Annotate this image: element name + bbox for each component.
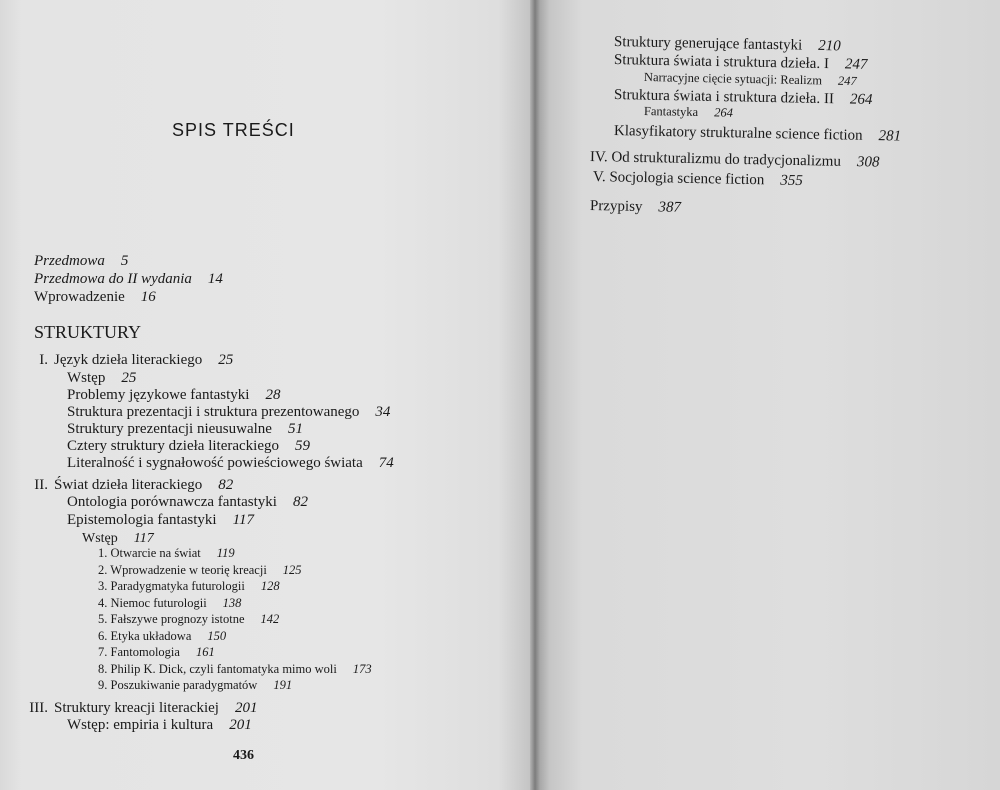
toc-entry: Wprowadzenie 16 <box>34 289 156 305</box>
toc-subentry: 4. Niemoc futurologii 138 <box>98 596 242 610</box>
toc-subentry: 3. Paradygmatyka futurologii 128 <box>98 579 280 593</box>
toc-entry: Przypisy 387 <box>589 198 682 216</box>
section-heading: STRUKTURY <box>34 322 142 342</box>
toc-entry: Struktury prezentacji nieusuwalne 51 <box>67 421 303 437</box>
toc-entry: Struktury generujące fantastyki 210 <box>613 34 841 55</box>
chapter-entry: V. Socjologia science fiction 355 <box>592 169 803 190</box>
toc-subentry: 6. Etyka układowa 150 <box>98 629 227 643</box>
toc-subentry: 8. Philip K. Dick, czyli fantomatyka mimo woli 173 <box>98 662 372 676</box>
toc-entry: Epistemologia fantastyki 117 <box>67 512 254 528</box>
toc-entry: Literalność i sygnałowość powieściowego świata 74 <box>67 455 394 471</box>
toc-subentry: 7. Fantomologia 161 <box>98 645 215 659</box>
right-page <box>536 0 1000 790</box>
toc-entry: Struktura świata i struktura dzieła. I 247 <box>613 52 868 73</box>
toc-entry: Przedmowa do II wydania 14 <box>34 271 223 287</box>
chapter-entry: II. Świat dzieła literackiego 82 <box>34 477 234 493</box>
chapter-entry: I. Język dzieła literackiego 25 <box>39 352 234 368</box>
chapter-entry: III. Struktury kreacji literackiej 201 <box>29 700 258 716</box>
toc-entry: Wstęp 117 <box>82 531 154 546</box>
toc-entry: Struktura prezentacji i struktura prezentowanego 34 <box>67 404 391 420</box>
toc-subentry: 2. Wprowadzenie w teorię kreacji 125 <box>98 563 302 577</box>
toc-subentry: 5. Fałszywe prognozy istotne 142 <box>98 612 280 626</box>
toc-entry: Ontologia porównawcza fantastyki 82 <box>67 494 308 510</box>
toc-entry: Problemy językowe fantastyki 28 <box>67 387 281 403</box>
toc-subentry: Narracyjne cięcie sytuacji: Realizm 247 <box>643 70 857 89</box>
page-number: 436 <box>233 748 254 763</box>
book-gutter <box>530 0 540 790</box>
toc-entry: Wstęp: empiria i kultura 201 <box>67 717 252 733</box>
chapter-entry: IV. Od strukturalizmu do tradycjonalizmu 308 <box>589 149 880 171</box>
toc-entry: Wstęp 25 <box>67 370 137 386</box>
toc-entry: Przedmowa 5 <box>34 253 129 269</box>
toc-entry: Cztery struktury dzieła literackiego 59 <box>67 438 310 454</box>
toc-subentry: 9. Poszukiwanie paradygmatów 191 <box>98 678 293 692</box>
toc-entry: Klasyfikatory strukturalne science fiction 281 <box>613 123 902 145</box>
page-title: SPIS TREŚCI <box>172 120 295 140</box>
toc-subentry: 1. Otwarcie na świat 119 <box>98 546 235 560</box>
toc-entry: Struktura świata i struktura dzieła. II 264 <box>613 87 873 108</box>
toc-subentry: Fantastyka 264 <box>643 104 734 120</box>
